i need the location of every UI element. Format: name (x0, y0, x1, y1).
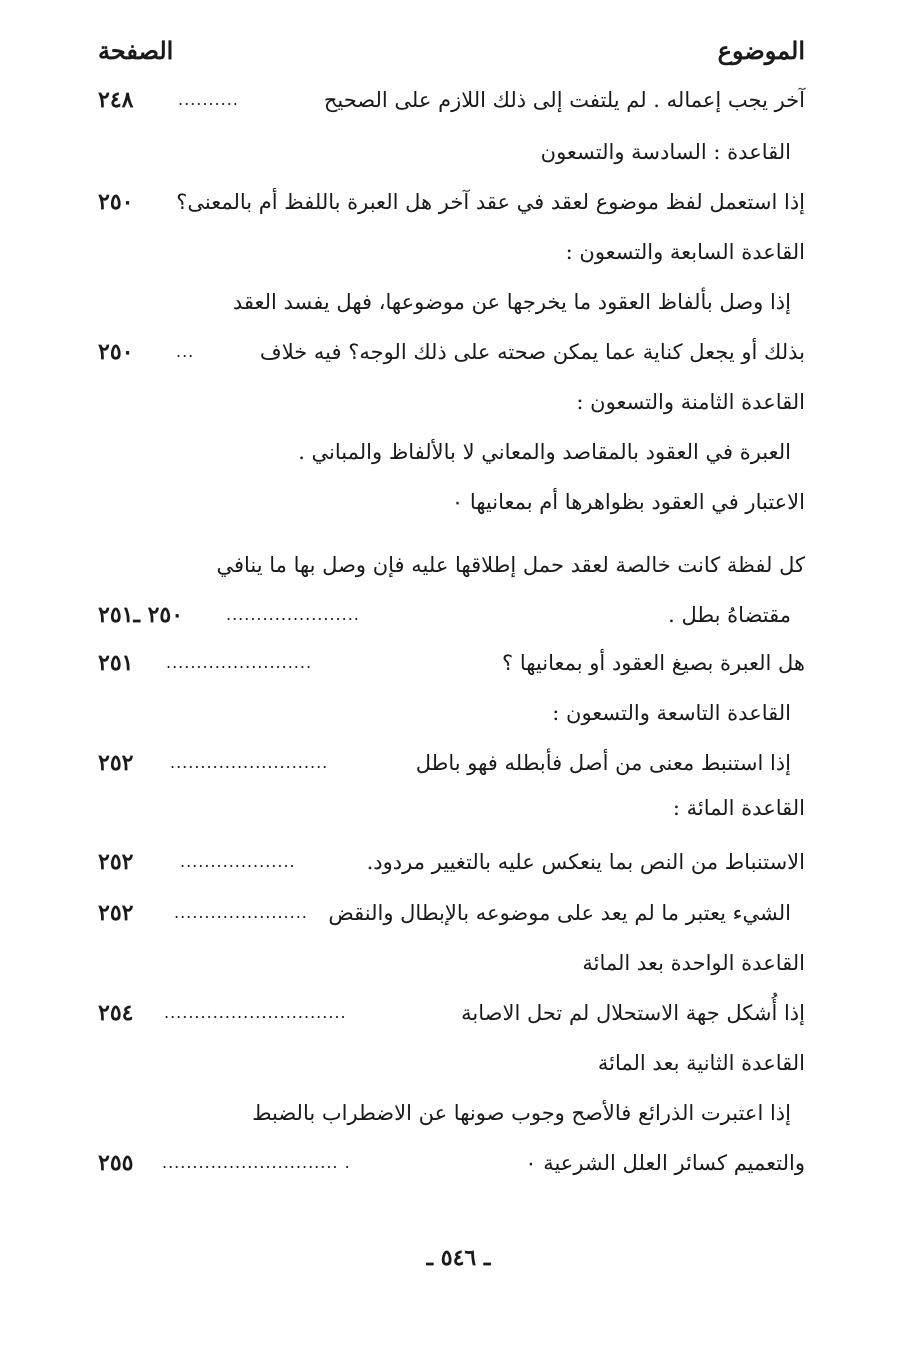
entry-page-number: ٢٥٤ (98, 1000, 134, 1026)
entry-page-number: ٢٥٠ (98, 339, 134, 365)
section-heading: القاعدة السابعة والتسعون : (565, 240, 805, 264)
entry-text: إذا وصل بألفاظ العقود ما يخرجها عن موضوعها، فهل يفسد العقد (232, 290, 791, 314)
leader-dots: .......................... (170, 753, 329, 772)
leader-dots: .............................. (164, 1003, 347, 1022)
entry-text: إذا أُشكل جهة الاستحلال لم تحل الاصابة (461, 1001, 805, 1025)
index-entry (98, 482, 805, 522)
page-number-footer: ـ ٥٤٦ ـ (426, 1245, 491, 1271)
index-entry (98, 545, 805, 585)
leader-dots: ................... (180, 852, 296, 871)
section-heading: القاعدة الواحدة بعد المائة (582, 951, 805, 975)
entry-text: إذا اعتبرت الذرائع فالأصح وجوب صونها عن الاضطراب بالضبط (252, 1101, 791, 1125)
entry-text: هل العبرة بصيغ العقود أو بمعانيها ؟ (502, 651, 805, 675)
entry-page-number: ٢٤٨ (98, 87, 134, 113)
entry-text: بذلك أو يجعل كناية عما يمكن صحته على ذلك الوجه؟ فيه خلاف (259, 340, 805, 364)
entry-page-number: ٢٥٥ (98, 1150, 134, 1176)
index-entry (98, 1043, 805, 1083)
leader-dots: ...................... (174, 903, 308, 922)
leader-dots: .......... (178, 90, 239, 109)
index-entry (98, 643, 805, 683)
entry-page-number: ٢٥١ (98, 650, 134, 676)
index-entry (98, 382, 805, 422)
index-entry (98, 743, 805, 783)
entry-text: مقتضاهُ بطل . (668, 603, 791, 627)
section-heading: القاعدة الثانية بعد المائة (597, 1051, 805, 1075)
section-heading: القاعدة الثامنة والتسعون : (576, 390, 805, 414)
index-entry (98, 282, 805, 322)
entry-text: الشيء يعتبر ما لم يعد على موضوعه بالإبطال والنقض (328, 901, 791, 925)
entry-text: والتعميم كسائر العلل الشرعية ٠ (525, 1151, 805, 1175)
index-entry (98, 595, 805, 635)
index-entry (98, 788, 805, 828)
leader-dots: ...................... (226, 605, 360, 624)
index-entry (98, 1093, 805, 1133)
index-entry (98, 182, 805, 222)
index-entry (98, 1143, 805, 1183)
index-entry (98, 893, 805, 933)
index-entry (98, 993, 805, 1033)
section-heading: القاعدة المائة : (672, 796, 805, 820)
index-entry (98, 332, 805, 372)
section-heading: القاعدة : السادسة والتسعون (540, 140, 791, 164)
index-entry (98, 842, 805, 882)
page-column-heading: الصفحة (98, 35, 174, 65)
section-heading: القاعدة التاسعة والتسعون : (552, 701, 791, 725)
index-entry (98, 432, 805, 472)
leader-dots: ........................ (166, 653, 313, 672)
leader-dots: ............................. . (162, 1153, 351, 1172)
index-entry (98, 693, 805, 733)
index-entry (98, 132, 805, 172)
table-header (98, 30, 805, 70)
entry-text: آخر يجب إعماله . لم يلتفت إلى ذلك اللازم على الصحيح (323, 88, 805, 112)
index-entry (98, 80, 805, 120)
entry-page-number: ٢٥٢ (98, 750, 134, 776)
entry-text: العبرة في العقود بالمقاصد والمعاني لا بالألفاظ والمباني . (298, 440, 791, 464)
entry-page-number: ٢٥٢ (98, 900, 134, 926)
topic-column-heading: الموضوع (717, 35, 805, 65)
entry-text: إذا استنبط معنى من أصل فأبطله فهو باطل (415, 751, 791, 775)
leader-dots: ... (176, 342, 195, 361)
entry-text: الاعتبار في العقود بظواهرها أم بمعانيها ٠ (451, 490, 805, 514)
entry-page-number: ٢٥٢ (98, 849, 134, 875)
entry-text: إذا استعمل لفظ موضوع لعقد في عقد آخر هل العبرة باللفظ أم بالمعنى؟ (176, 190, 805, 214)
index-entry (98, 943, 805, 983)
index-entry (98, 232, 805, 272)
entry-page-number: ٢٥٠ (98, 189, 134, 215)
entry-text: كل لفظة كانت خالصة لعقد حمل إطلاقها عليه فإن وصل بها ما ينافي (216, 553, 805, 577)
entry-page-number: ٢٥٠ ـ٢٥١ (98, 602, 184, 628)
entry-text: الاستنباط من النص بما ينعكس عليه بالتغيير مردود. (366, 850, 805, 874)
